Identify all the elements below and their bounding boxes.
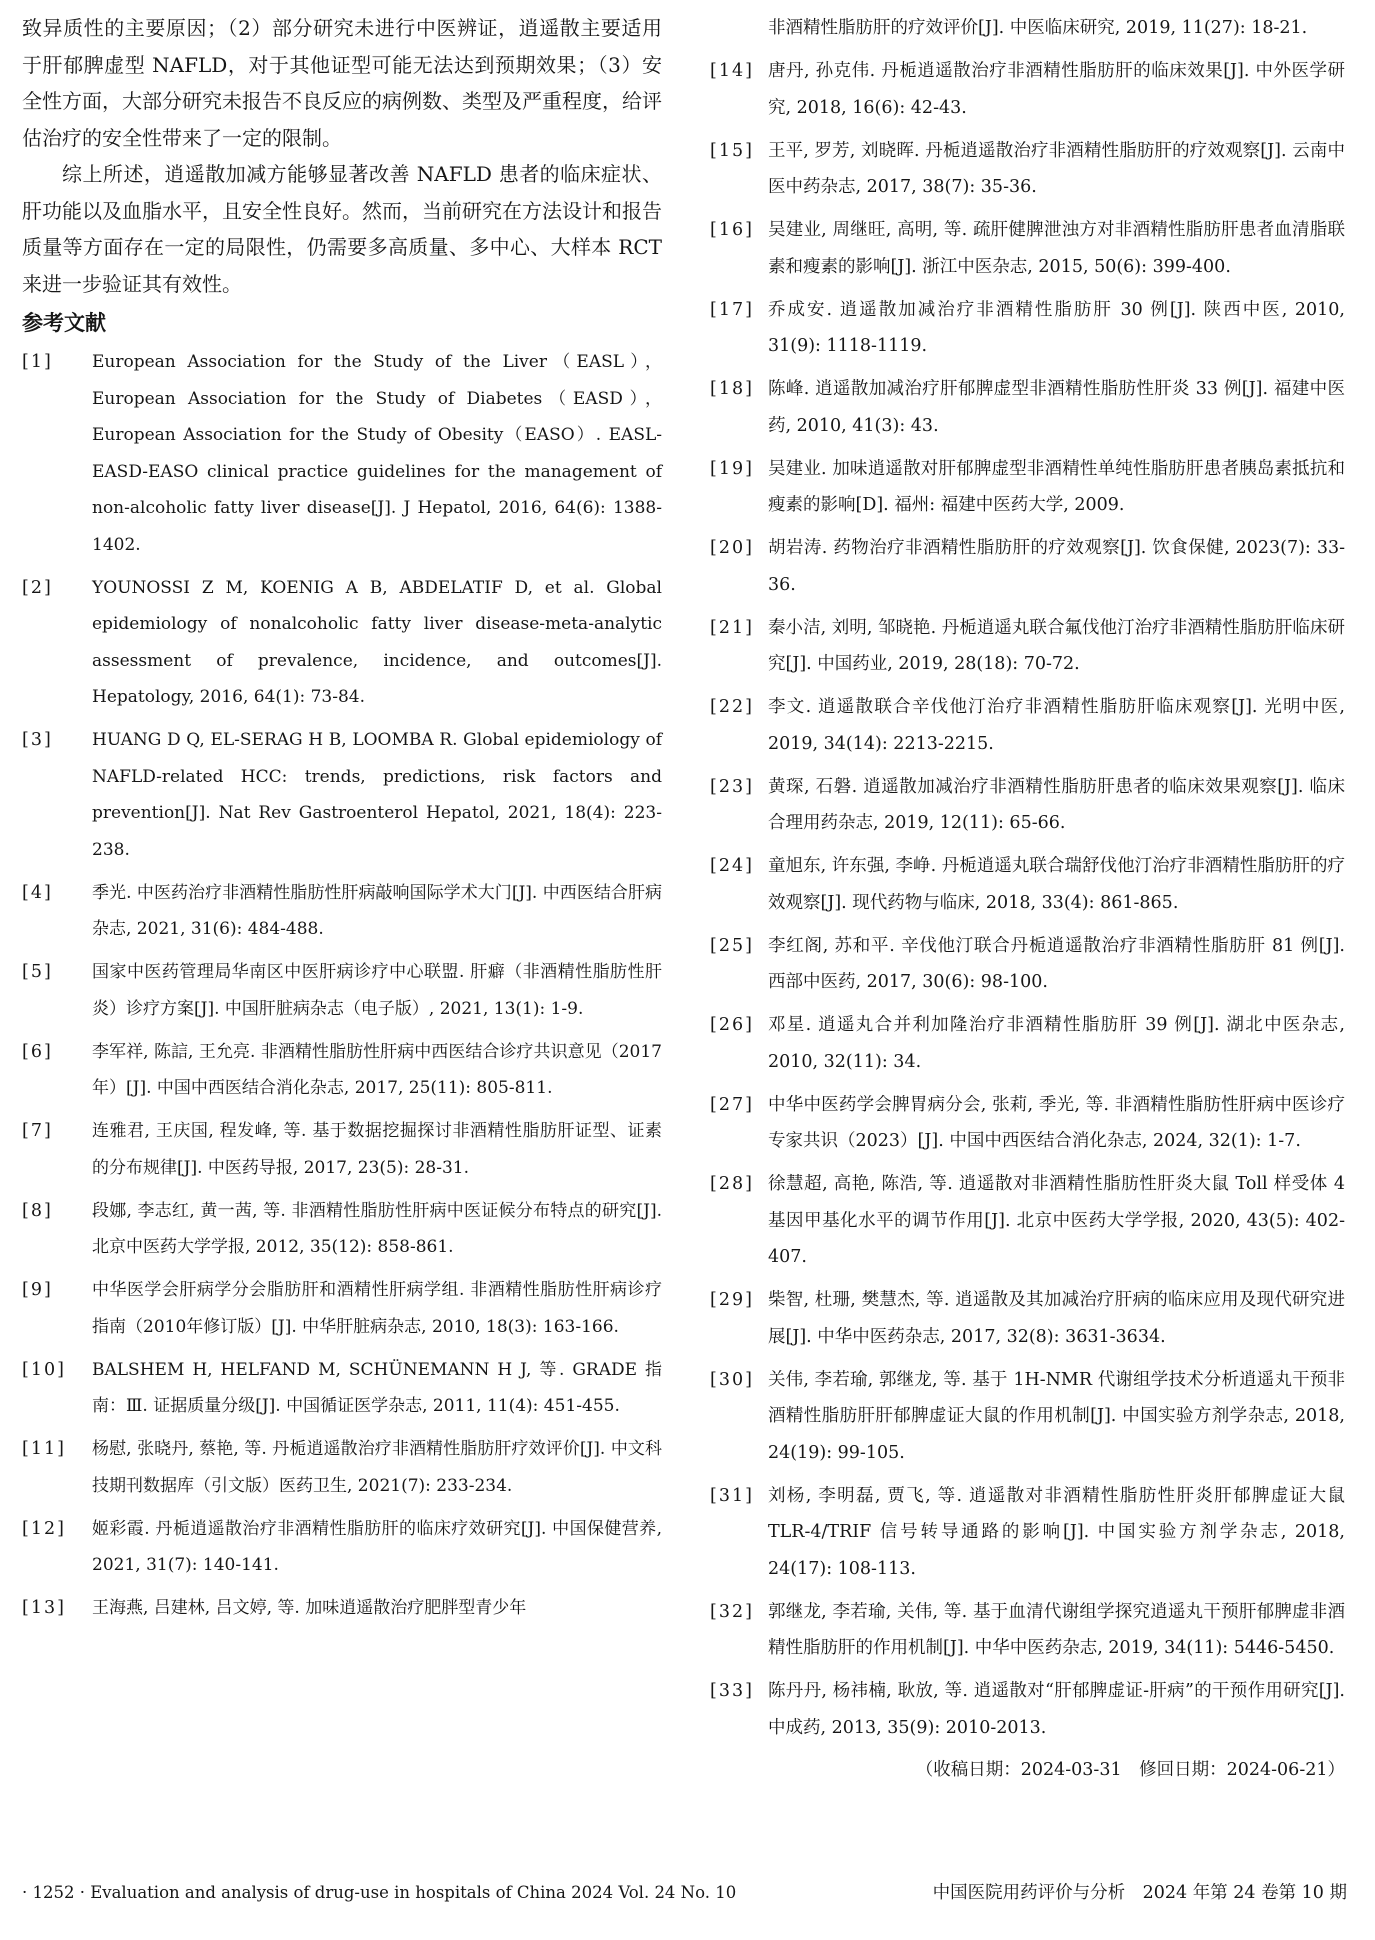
reference-entry bbox=[710, 1282, 1345, 1355]
reference-text: 非酒精性脂肪肝的疗效评价[J]. 中医临床研究, 2019, 11(27): 18-21. bbox=[768, 18, 1308, 38]
reference-entry bbox=[710, 1673, 1345, 1746]
reference-number: [10] bbox=[22, 1359, 66, 1380]
reference-entry bbox=[710, 1087, 1345, 1160]
references-list-left bbox=[22, 344, 662, 1627]
reference-text: 柴智, 杜珊, 樊慧杰, 等. 逍遥散及其加减治疗肝病的临床应用及现代研究进展[J]. 中华中医药杂志, 2017, 32(8): 3631-3634. bbox=[768, 1290, 1345, 1347]
reference-entry bbox=[22, 1511, 662, 1584]
reference-entry bbox=[710, 1594, 1345, 1667]
reference-number: [11] bbox=[22, 1439, 66, 1459]
reference-entry bbox=[22, 1352, 662, 1425]
reference-text: 杨慰, 张晓丹, 蔡艳, 等. 丹栀逍遥散治疗非酒精性脂肪肝疗效评价[J]. 中文科技期刊数据库（引文版）医药卫生, 2021(7): 233-234. bbox=[92, 1439, 662, 1496]
reference-number: [16] bbox=[710, 220, 754, 240]
reference-text: European Association for the Study of the Liver（EASL），European Association for the Study of Diabetes（EASD），European Association for the Study of Obesity（EASO）. EASL-EASD-EASO clinical practice guidelines for the management of non-alcoholic fatty liver disease[J]. J Hepatol, 2016, 64(6): 1388-1402. bbox=[92, 352, 662, 555]
reference-text: 吴建业, 周继旺, 高明, 等. 疏肝健脾泄浊方对非酒精性脂肪肝患者血清脂联素和瘦素的影响[J]. 浙江中医杂志, 2015, 50(6): 399-400. bbox=[768, 220, 1345, 277]
reference-number: [13] bbox=[22, 1598, 66, 1618]
reference-entry bbox=[710, 133, 1345, 206]
reference-entry bbox=[710, 1478, 1345, 1588]
reference-text: HUANG D Q, EL-SERAG H B, LOOMBA R. Global epidemiology of NAFLD-related HCC: trends, predictions, risk factors and prevention[J]. Nat Rev Gastroenterol Hepatol, 2021, 18(4): 223-238. bbox=[92, 730, 662, 860]
reference-entry bbox=[710, 689, 1345, 762]
reference-text: 国家中医药管理局华南区中医肝病诊疗中心联盟. 肝癖（非酒精性脂肪性肝炎）诊疗方案[J]. 中国肝脏病杂志（电子版）, 2021, 13(1): 1-9. bbox=[92, 962, 662, 1019]
reference-number: [23] bbox=[710, 776, 754, 797]
reference-number: [29] bbox=[710, 1290, 754, 1310]
reference-text: BALSHEM H, HELFAND M, SCHÜNEMANN H J, 等. GRADE 指南：Ⅲ. 证据质量分级[J]. 中国循证医学杂志, 2011, 11(4): 451-455. bbox=[92, 1359, 662, 1416]
reference-text: 中华中医药学会脾胃病分会, 张莉, 季光, 等. 非酒精性脂肪性肝病中医诊疗专家共识（2023）[J]. 中国中西医结合消化杂志, 2024, 32(1): 1-7. bbox=[768, 1094, 1345, 1151]
reference-text: 徐慧超, 高艳, 陈浩, 等. 逍遥散对非酒精性脂肪性肝炎大鼠 Toll 样受体 4 基因甲基化水平的调节作用[J]. 北京中医药大学学报, 2020, 43(5): 402-407. bbox=[768, 1174, 1345, 1267]
reference-number: [32] bbox=[710, 1601, 754, 1622]
reference-entry bbox=[22, 722, 662, 868]
reference-number: [14] bbox=[710, 61, 754, 81]
reference-entry bbox=[22, 875, 662, 948]
reference-number: [22] bbox=[710, 697, 754, 717]
reference-entry bbox=[710, 1166, 1345, 1276]
reference-number: [28] bbox=[710, 1174, 754, 1194]
reference-number: [31] bbox=[710, 1485, 754, 1506]
reference-text: 黄琛, 石磐. 逍遥散加减治疗非酒精性脂肪肝患者的临床效果观察[J]. 临床合理用药杂志, 2019, 12(11): 65-66. bbox=[768, 776, 1345, 833]
right-column bbox=[710, 10, 1345, 1787]
reference-text: 中华医学会肝病学分会脂肪肝和酒精性肝病学组. 非酒精性脂肪性肝病诊疗指南（2010年修订版）[J]. 中华肝脏病杂志, 2010, 18(3): 163-166. bbox=[92, 1280, 662, 1337]
reference-number: [3] bbox=[22, 730, 53, 750]
reference-number: [18] bbox=[710, 379, 754, 399]
reference-number: [24] bbox=[710, 856, 754, 876]
reference-entry bbox=[22, 1272, 662, 1345]
reference-text: 郭继龙, 李若瑜, 关伟, 等. 基于血清代谢组学探究逍遥丸干预肝郁脾虚非酒精性脂肪肝的作用机制[J]. 中华中医药杂志, 2019, 34(11): 5446-5450. bbox=[768, 1601, 1345, 1658]
reference-text: 李红阁, 苏和平. 辛伐他汀联合丹栀逍遥散治疗非酒精性脂肪肝 81 例[J]. 西部中医药, 2017, 30(6): 98-100. bbox=[768, 935, 1345, 992]
reference-text: 童旭东, 许东强, 李峥. 丹栀逍遥丸联合瑞舒伐他汀治疗非酒精性脂肪肝的疗效观察[J]. 现代药物与临床, 2018, 33(4): 861-865. bbox=[768, 856, 1345, 913]
reference-text: 陈峰. 逍遥散加减治疗肝郁脾虚型非酒精性脂肪性肝炎 33 例[J]. 福建中医药, 2010, 41(3): 43. bbox=[768, 379, 1345, 436]
reference-entry bbox=[710, 769, 1345, 842]
reference-entry bbox=[22, 1034, 662, 1107]
reference-entry bbox=[22, 954, 662, 1027]
reference-text: YOUNOSSI Z M, KOENIG A B, ABDELATIF D, et al. Global epidemiology of nonalcoholic fatty liver disease-meta-analytic assessment of prevalence, incidence, and outcomes[J]. Hepatology, 2016, 64(1): 73-84. bbox=[92, 577, 662, 707]
reference-text: 季光. 中医药治疗非酒精性脂肪性肝病敲响国际学术大门[J]. 中西医结合肝病杂志, 2021, 31(6): 484-488. bbox=[92, 882, 662, 939]
reference-number bbox=[710, 10, 768, 47]
reference-entry bbox=[22, 1590, 662, 1627]
reference-number: [27] bbox=[710, 1094, 754, 1115]
footer-journal-chinese: 中国医院用药评价与分析 2024 年第 24 卷第 10 期 bbox=[932, 1883, 1347, 1903]
reference-entry bbox=[710, 848, 1345, 921]
reference-number: [17] bbox=[710, 299, 754, 320]
reference-text: 姬彩霞. 丹栀逍遥散治疗非酒精性脂肪肝的临床疗效研究[J]. 中国保健营养, 2021, 31(7): 140-141. bbox=[92, 1518, 662, 1575]
reference-number: [19] bbox=[710, 458, 754, 479]
reference-entry bbox=[710, 292, 1345, 365]
reference-number: [25] bbox=[710, 935, 754, 956]
reference-entry bbox=[22, 570, 662, 716]
reference-number: [6] bbox=[22, 1041, 53, 1062]
body-paragraph: 致异质性的主要原因；（2）部分研究未进行中医辨证，逍遥散主要适用于肝郁脾虚型 NAFLD，对于其他证型可能无法达到预期效果；（3）安全性方面，大部分研究未报告不良反应的病例数、类型及严重程度，给评估治疗的安全性带来了一定的限制。 bbox=[22, 16, 662, 150]
reference-entry bbox=[710, 530, 1345, 603]
references-list-right bbox=[710, 10, 1345, 1746]
footer-journal-english: · 1252 · Evaluation and analysis of drug-use in hospitals of China 2024 Vol. 24 No. 10 bbox=[22, 1883, 737, 1902]
reference-entry bbox=[710, 928, 1345, 1001]
reference-text: 王平, 罗芳, 刘晓晖. 丹栀逍遥散治疗非酒精性脂肪肝的疗效观察[J]. 云南中医中药杂志, 2017, 38(7): 35-36. bbox=[768, 140, 1345, 197]
reference-number: [15] bbox=[710, 140, 754, 161]
reference-number: [8] bbox=[22, 1200, 53, 1221]
reference-text: 陈丹丹, 杨祎楠, 耿放, 等. 逍遥散对“肝郁脾虚证-肝病”的干预作用研究[J]. 中成药, 2013, 35(9): 2010-2013. bbox=[768, 1681, 1345, 1738]
reference-text: 刘杨, 李明磊, 贾飞, 等. 逍遥散对非酒精性脂肪性肝炎肝郁脾虚证大鼠 TLR-4/TRIF 信号转导通路的影响[J]. 中国实验方剂学杂志, 2018, 24(17): 108-113. bbox=[768, 1485, 1345, 1579]
reference-number: [33] bbox=[710, 1681, 754, 1701]
reference-text: 邓星. 逍遥丸合并利加隆治疗非酒精性脂肪肝 39 例[J]. 湖北中医杂志, 2010, 32(11): 34. bbox=[768, 1015, 1345, 1072]
reference-text: 段娜, 李志红, 黄一茜, 等. 非酒精性脂肪性肝病中医证候分布特点的研究[J]. 北京中医药大学学报, 2012, 35(12): 858-861. bbox=[92, 1200, 662, 1257]
reference-text: 乔成安. 逍遥散加减治疗非酒精性脂肪肝 30 例[J]. 陕西中医, 2010, 31(9): 1118-1119. bbox=[768, 299, 1345, 356]
conclusion-paragraph: 综上所述，逍遥散加减方能够显著改善 NAFLD 患者的临床症状、肝功能以及血脂水平，且安全性良好。然而，当前研究在方法设计和报告质量等方面存在一定的局限性，仍需要多高质量、多中心、大样本 RCT 来进一步验证其有效性。 bbox=[22, 162, 662, 296]
reference-number: [12] bbox=[22, 1518, 66, 1539]
reference-number: [9] bbox=[22, 1280, 53, 1300]
reference-entry bbox=[710, 1362, 1345, 1472]
reference-text: 李军祥, 陈誩, 王允亮. 非酒精性脂肪性肝病中西医结合诊疗共识意见（2017年）[J]. 中国中西医结合消化杂志, 2017, 25(11): 805-811. bbox=[92, 1041, 662, 1098]
reference-entry bbox=[22, 1193, 662, 1266]
reference-entry bbox=[710, 10, 1345, 47]
reference-entry bbox=[710, 53, 1345, 126]
reference-number: [4] bbox=[22, 882, 53, 903]
reference-number: [20] bbox=[710, 538, 754, 558]
reference-text: 唐丹, 孙克伟. 丹栀逍遥散治疗非酒精性脂肪肝的临床效果[J]. 中外医学研究, 2018, 16(6): 42-43. bbox=[768, 61, 1345, 118]
reference-number: [30] bbox=[710, 1369, 754, 1390]
received-revised-dates: （收稿日期：2024-03-31 修回日期：2024-06-21） bbox=[915, 1759, 1345, 1780]
reference-entry bbox=[710, 451, 1345, 524]
reference-entry bbox=[22, 344, 662, 563]
reference-text: 李文. 逍遥散联合辛伐他汀治疗非酒精性脂肪肝临床观察[J]. 光明中医, 2019, 34(14): 2213-2215. bbox=[768, 697, 1345, 754]
left-column bbox=[22, 10, 662, 1633]
reference-text: 关伟, 李若瑜, 郭继龙, 等. 基于 1H-NMR 代谢组学技术分析逍遥丸干预非酒精性脂肪肝肝郁脾虚证大鼠的作用机制[J]. 中国实验方剂学杂志, 2018, 24(19): 99-105. bbox=[768, 1369, 1345, 1463]
reference-text: 王海燕, 吕建林, 吕文婷, 等. 加味逍遥散治疗肥胖型青少年 bbox=[92, 1598, 527, 1618]
reference-entry bbox=[710, 1007, 1345, 1080]
reference-number: [21] bbox=[710, 617, 754, 638]
reference-entry bbox=[710, 212, 1345, 285]
reference-number: [5] bbox=[22, 962, 53, 982]
reference-number: [26] bbox=[710, 1015, 754, 1035]
reference-text: 胡岩涛. 药物治疗非酒精性脂肪肝的疗效观察[J]. 饮食保健, 2023(7): 33-36. bbox=[768, 538, 1345, 595]
reference-entry bbox=[710, 610, 1345, 683]
reference-entry bbox=[22, 1431, 662, 1504]
references-heading: 参考文献 bbox=[22, 311, 106, 335]
reference-entry bbox=[22, 1113, 662, 1186]
reference-text: 秦小洁, 刘明, 邹晓艳. 丹栀逍遥丸联合氟伐他汀治疗非酒精性脂肪肝临床研究[J]. 中国药业, 2019, 28(18): 70-72. bbox=[768, 617, 1345, 674]
reference-number: [7] bbox=[22, 1121, 53, 1141]
reference-text: 连雅君, 王庆国, 程发峰, 等. 基于数据挖掘探讨非酒精性脂肪肝证型、证素的分布规律[J]. 中医药导报, 2017, 23(5): 28-31. bbox=[92, 1121, 662, 1178]
reference-entry bbox=[710, 371, 1345, 444]
reference-text: 吴建业. 加味逍遥散对肝郁脾虚型非酒精性单纯性脂肪肝患者胰岛素抵抗和瘦素的影响[D]. 福州: 福建中医药大学, 2009. bbox=[768, 458, 1345, 515]
reference-number: [1] bbox=[22, 352, 53, 372]
reference-number: [2] bbox=[22, 577, 53, 598]
